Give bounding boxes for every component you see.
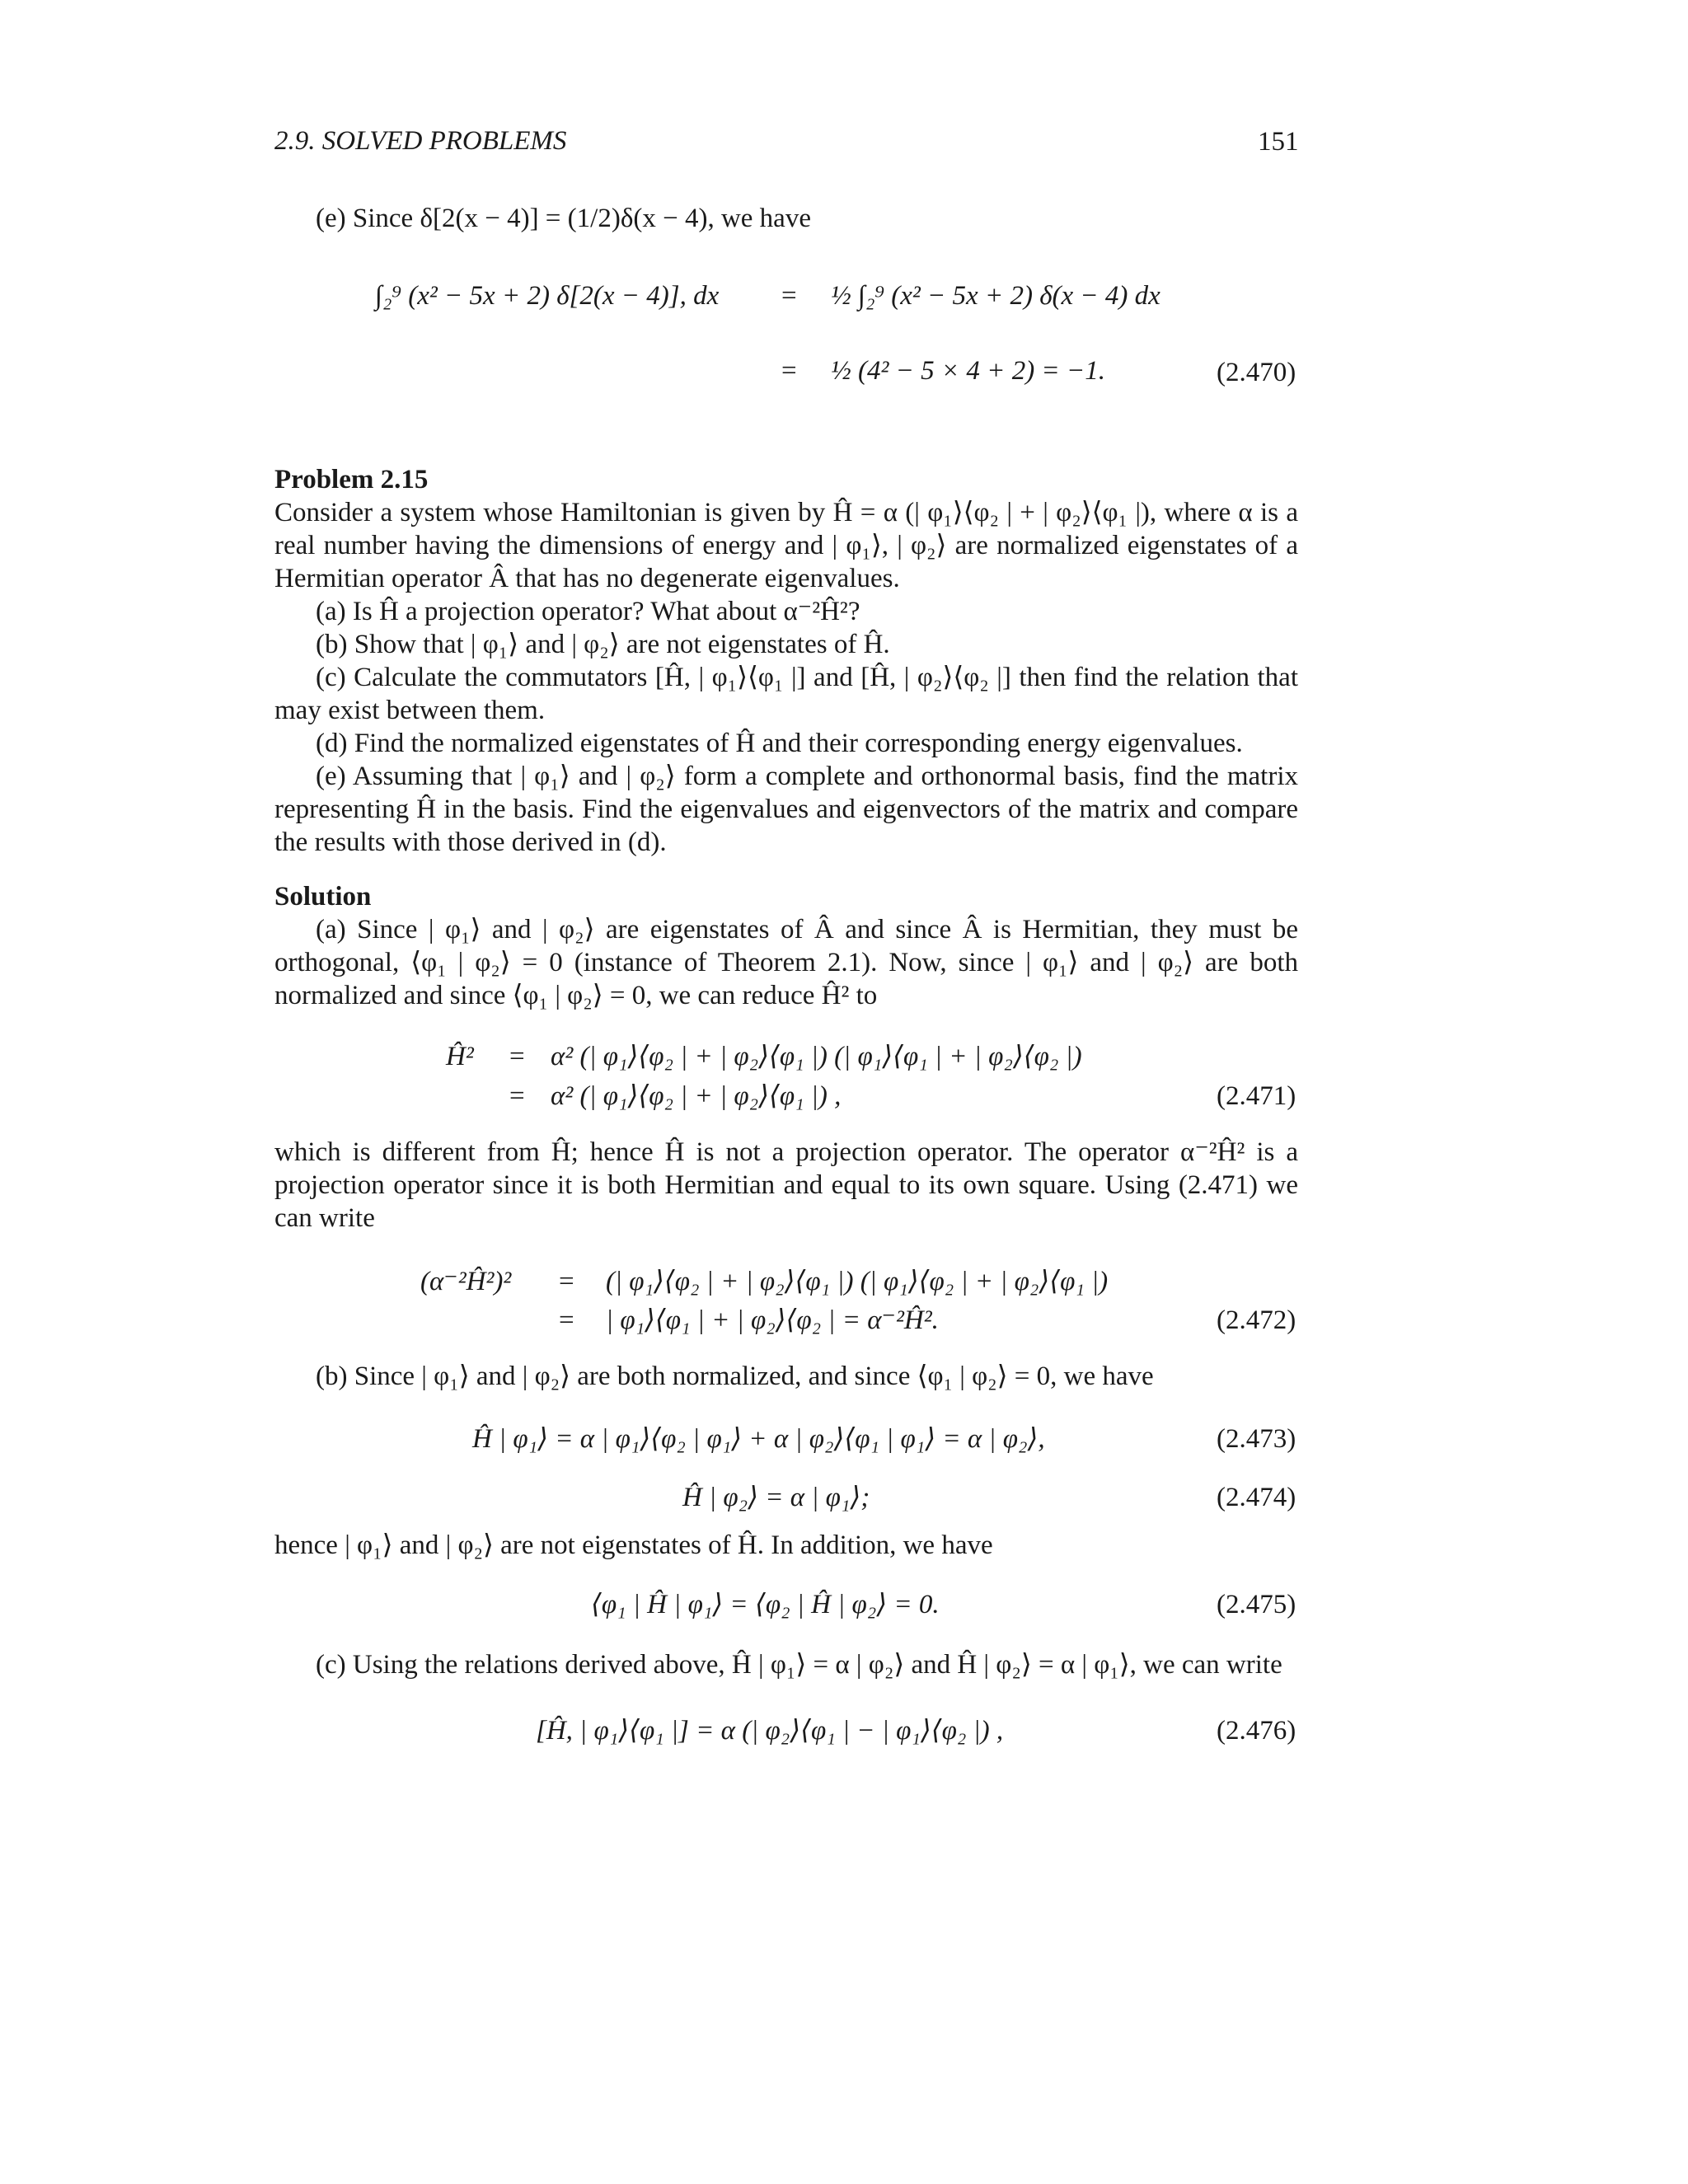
problem-part-d: (d) Find the normalized eigenstates of Ĥ and their corresponding energy eigenvalues.	[316, 729, 1243, 758]
problem-part-a: (a) Is Ĥ a projection operator? What about α⁻²Ĥ²?	[316, 597, 860, 626]
eq-2474: Ĥ | φ₂⟩ = α | φ₁⟩;	[682, 1483, 870, 1512]
eq-2470-equals-2: =	[781, 356, 797, 386]
part-e-intro: (e) Since δ[2(x − 4)] = (1/2)δ(x − 4), we have	[316, 204, 811, 233]
eq-2470-rhs1: ½ ∫₂⁹ (x² − 5x + 2) δ(x − 4) dx	[831, 281, 1160, 311]
eq-number: (2.474)	[1217, 1483, 1296, 1512]
solution-b-text: (b) Since | φ₁⟩ and | φ₂⟩ are both normalized, and since ⟨φ₁ | φ₂⟩ = 0, we have	[316, 1361, 1154, 1391]
solution-c-text	[274, 1648, 1298, 1681]
eq-number: (2.476)	[1217, 1716, 1296, 1746]
eq-2472-lhs: (α⁻²Ĥ²)²	[420, 1267, 512, 1296]
eq-2471-equals-2: =	[509, 1081, 525, 1111]
eq-2470-equals-1: =	[781, 281, 797, 311]
eq-2472-equals-2: =	[559, 1305, 574, 1335]
eq-2476: [Ĥ, | φ₁⟩⟨φ₁ |] = α (| φ₂⟩⟨φ₁ | − | φ₁⟩⟨φ₂ |) ,	[536, 1716, 1004, 1746]
solution-a-text	[274, 913, 1298, 1012]
eq-2472-line1: (| φ₁⟩⟨φ₂ | + | φ₂⟩⟨φ₁ |) (| φ₁⟩⟨φ₂ | + | φ₂⟩⟨φ₁ |)	[606, 1267, 1109, 1296]
solution-a-paragraph: (a) Since | φ₁⟩ and | φ₂⟩ are eigenstates of Â and since Â is Hermitian, they must be orthogonal, ⟨φ₁ | φ₂⟩ = 0 (instance of Theorem 2.1). Now, since | φ₁⟩ and | φ₂⟩ are both normalized and since ⟨φ₁ | φ₂⟩ = 0, we can reduce Ĥ² to	[274, 915, 1298, 1010]
solution-title: Solution	[274, 882, 372, 912]
eq-2470-lhs: ∫₂⁹ (x² − 5x + 2) δ[2(x − 4)], dx	[375, 281, 720, 311]
eq-2471-lhs: Ĥ²	[446, 1042, 474, 1071]
solution-b-text2: hence | φ₁⟩ and | φ₂⟩ are not eigenstates of Ĥ. In addition, we have	[274, 1530, 993, 1560]
eq-2472-line2: | φ₁⟩⟨φ₁ | + | φ₂⟩⟨φ₂ | = α⁻²Ĥ².	[606, 1305, 939, 1335]
problem-title: Problem 2.15	[274, 465, 429, 494]
section-header: 2.9. SOLVED PROBLEMS	[274, 126, 567, 156]
eq-2472-equals-1: =	[559, 1267, 574, 1296]
problem-statement-block	[274, 496, 1298, 859]
problem-statement: Consider a system whose Hamiltonian is given by Ĥ = α (| φ₁⟩⟨φ₂ | + | φ₂⟩⟨φ₁ |), where α is a real number having the dimensions of energy and | φ₁⟩, | φ₂⟩ are normalized eigenstates of a Hermitian operator Â that has no degenerate eigenvalues.	[274, 498, 1298, 593]
eq-number: (2.475)	[1217, 1590, 1296, 1619]
eq-2471-equals-1: =	[509, 1042, 525, 1071]
eq-2473: Ĥ | φ₁⟩ = α | φ₁⟩⟨φ₂ | φ₁⟩ + α | φ₂⟩⟨φ₁ | φ₁⟩ = α | φ₂⟩,	[472, 1424, 1045, 1454]
eq-number: (2.471)	[1217, 1081, 1296, 1111]
solution-c-paragraph: (c) Using the relations derived above, Ĥ | φ₁⟩ = α | φ₂⟩ and Ĥ | φ₂⟩ = α | φ₁⟩, we can write	[316, 1650, 1282, 1680]
eq-2471-line1: α² (| φ₁⟩⟨φ₂ | + | φ₂⟩⟨φ₁ |) (| φ₁⟩⟨φ₁ | + | φ₂⟩⟨φ₂ |)	[551, 1042, 1082, 1071]
eq-number: (2.473)	[1217, 1424, 1296, 1454]
eq-2471-line2: α² (| φ₁⟩⟨φ₂ | + | φ₂⟩⟨φ₁ |) ,	[551, 1081, 842, 1111]
eq-2475: ⟨φ₁ | Ĥ | φ₁⟩ = ⟨φ₂ | Ĥ | φ₂⟩ = 0.	[591, 1590, 940, 1619]
eq-number: (2.470)	[1217, 358, 1296, 387]
eq-number: (2.472)	[1217, 1305, 1296, 1335]
problem-part-e: (e) Assuming that | φ₁⟩ and | φ₂⟩ form a complete and orthonormal basis, find the matrix representing Ĥ in the basis. Find the eigenvalues and eigenvectors of the matrix and compare the results with those derived in (d).	[274, 762, 1298, 857]
eq-2470-rhs2: ½ (4² − 5 × 4 + 2) = −1.	[831, 356, 1105, 386]
problem-part-c: (c) Calculate the commutators [Ĥ, | φ₁⟩⟨φ₁ |] and [Ĥ, | φ₂⟩⟨φ₂ |] then find the relation that may exist between them.	[274, 663, 1298, 725]
solution-a2-paragraph: which is different from Ĥ; hence Ĥ is not a projection operator. The operator α⁻²Ĥ² is a projection operator since it is both Hermitian and equal to its own square. Using (2.471) we can write	[274, 1137, 1298, 1233]
solution-a-text2	[274, 1136, 1298, 1235]
page-number: 151	[1258, 127, 1299, 157]
problem-part-b: (b) Show that | φ₁⟩ and | φ₂⟩ are not eigenstates of Ĥ.	[316, 630, 890, 659]
